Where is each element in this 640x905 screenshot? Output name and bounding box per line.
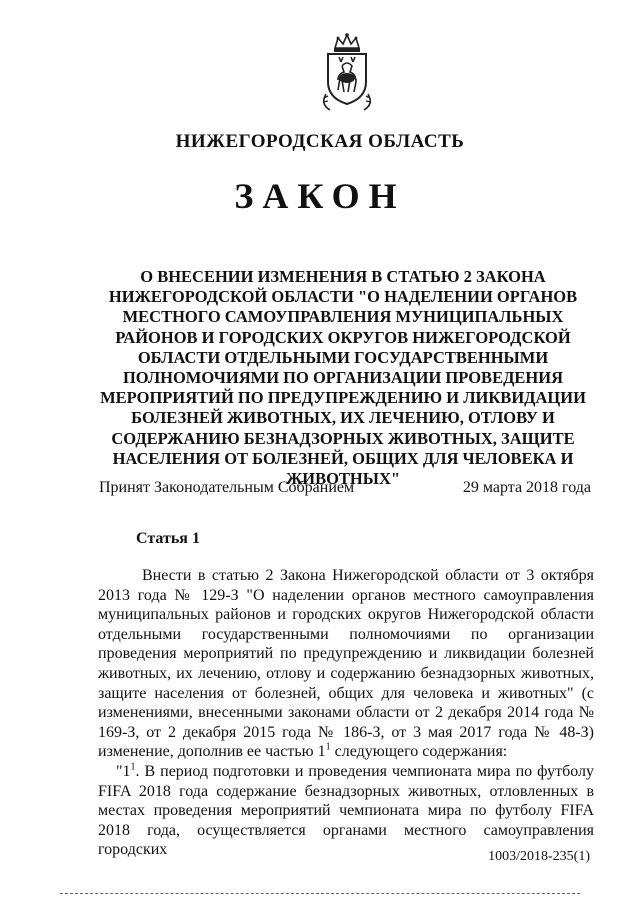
article-heading: Статья 1 <box>136 530 200 547</box>
paragraph-amendment-text: Внести в статью 2 Закона Нижегородской области от 3 октября 2013 года № 129-З "О наделении органов местного самоуправления муниципальных районов и городских округов Нижегородской области отдельными государственными полномочиями по организации проведения мероприятий по предупреждению и ликвидации болезней животных, их лечению, отлову и содержанию безнадзорных животных, защите населения от болезней, общих для человека и животных" (с изменениями, внесенными законами области от 2 декабря 2014 года № 169-З, от 2 декабря 2015 года № 186-З, от 3 мая 2017 года № 48-З) изменение, дополнив ее частью 1 <box>98 567 594 761</box>
adoption-line <box>99 479 591 497</box>
paragraph-amendment <box>98 566 594 762</box>
document-type: ЗАКОН <box>234 176 406 216</box>
scan-edge-line <box>60 893 580 894</box>
article-body <box>98 566 594 860</box>
paragraph-amendment-sup: 1 <box>325 742 331 754</box>
document-number: 1003/2018-235(1) <box>488 849 590 864</box>
adoption-date: 29 марта 2018 года <box>462 479 591 496</box>
region-name: НИЖЕГОРОДСКАЯ ОБЛАСТЬ <box>175 131 465 152</box>
paragraph-new-part <box>98 762 594 860</box>
paragraph-new-part-text: . В период подготовки и проведения чемпионата мира по футболу FIFA 2018 года содержание безнадзорных животных, отловленных в местах проведения мероприятий чемпионата мира по футболу FIFA 2018 года, осуществляется органами местного самоуправления городских <box>98 762 594 859</box>
paragraph-amendment-tail: следующего содержания: <box>330 743 508 761</box>
paragraph-new-part-sup: 1 <box>130 761 136 773</box>
law-title: О ВНЕСЕНИИ ИЗМЕНЕНИЯ В СТАТЬЮ 2 ЗАКОНА НИЖЕГОРОДСКОЙ ОБЛАСТИ "О НАДЕЛЕНИИ ОРГАНОВ МЕСТНОГО САМОУПРАВЛЕНИЯ МУНИЦИПАЛЬНЫХ РАЙОНОВ И ГОРОДСКИХ ОКРУГОВ НИЖЕГОРОДСКОЙ ОБЛАСТИ ОТДЕЛЬНЫМИ ГОСУДАРСТВЕННЫМИ ПОЛНОМОЧИЯМИ ПО ОРГАНИЗАЦИИ ПРОВЕДЕНИЯ МЕРОПРИЯТИЙ ПО ПРЕДУПРЕЖДЕНИЮ И ЛИКВИДАЦИИ БОЛЕЗНЕЙ ЖИВОТНЫХ, ИХ ЛЕЧЕНИЮ, ОТЛОВУ И СОДЕРЖАНИЮ БЕЗНАДЗОРНЫХ ЖИВОТНЫХ, ЗАЩИТЕ НАСЕЛЕНИЯ ОТ БОЛЕЗНЕЙ, ОБЩИХ ДЛЯ ЧЕЛОВЕКА И ЖИВОТНЫХ" <box>100 267 586 489</box>
paragraph-new-part-lead: "1 <box>116 762 131 780</box>
adoption-label: Принят Законодательным Собранием <box>99 479 355 496</box>
coat-of-arms-emblem <box>316 32 378 112</box>
